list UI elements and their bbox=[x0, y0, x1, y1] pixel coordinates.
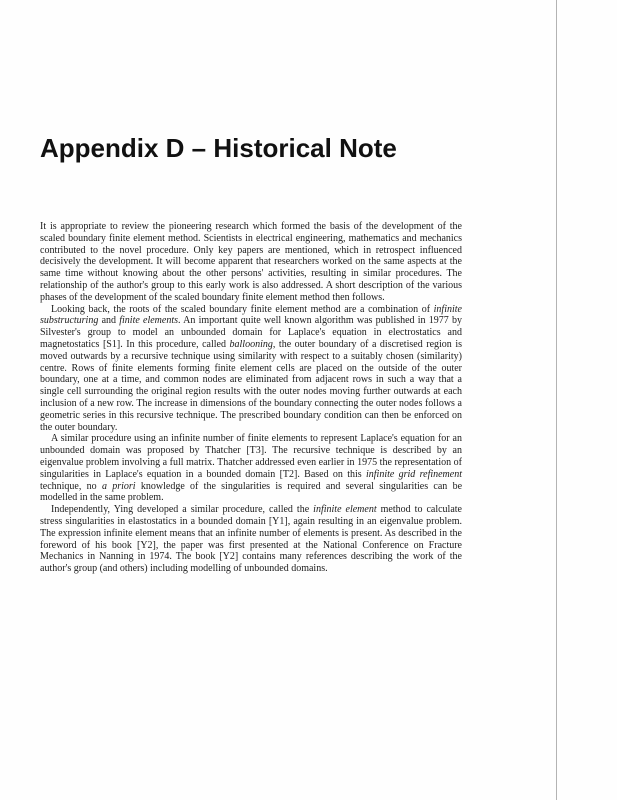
text-run: Independently, Ying developed a similar procedure, called the bbox=[51, 504, 314, 516]
text-run: and bbox=[98, 315, 120, 327]
paragraph bbox=[40, 221, 462, 304]
paragraph bbox=[40, 304, 462, 434]
italic-text-run: finite elements bbox=[119, 315, 178, 327]
text-run: knowledge of the singularities is required and several singularities can be modelled in the same problem. bbox=[40, 480, 463, 504]
paragraph bbox=[40, 504, 462, 575]
text-run: , the outer boundary of a discretised region is moved outwards by a recursive technique using similarity with respect to a suitably chosen (similarity) centre. Rows of finite elements forming finite element cells are placed on the outside of the outer boundary, one at a time, and common nodes are eliminated from adjacent rows in such a way that a single cell surrounding the original region results with the outer nodes moving further outwards at each inclusion of a new row. The increase in dimensions of the boundary connecting the outer nodes follows a geometric series in this recursive technique. The prescribed boundary condition can then be enforced on the outer boundary. bbox=[40, 338, 462, 433]
text-run: Looking back, the roots of the scaled boundary finite element method are a combination of bbox=[51, 303, 434, 315]
page-edge-line bbox=[556, 0, 557, 800]
text-run: It is appropriate to review the pioneering research which formed the basis of the development of the scaled boundary finite element method. Scientists in electrical engineering, mathematics and mechanics contributed to the novel procedure. Only key papers are mentioned, which in retrospect influenced decisively the development. It will become apparent that researchers worked on the same aspects at the same time without knowing about the other persons' activities, resulting in similar procedures. The relationship of the author's group to this early work is also addressed. A short description of the various phases of the development of the scaled boundary finite element method then follows. bbox=[40, 221, 462, 303]
italic-text-run: infinite substructuring bbox=[40, 303, 462, 327]
paragraph bbox=[40, 433, 462, 504]
body-text bbox=[40, 221, 462, 575]
text-run: A similar procedure using an infinite number of finite elements to represent Laplace's equation for an unbounded domain was proposed by Thatcher [T3]. The recursive technique is described by an eigenvalue problem involving a full matrix. Thatcher addressed even earlier in 1975 the representation of singularities in Laplace's equation in a bounded domain [T2]. Based on this bbox=[40, 433, 462, 480]
italic-text-run: ballooning bbox=[229, 338, 273, 350]
text-run: technique, no bbox=[40, 480, 102, 492]
page-title: Appendix D – Historical Note bbox=[40, 133, 397, 163]
italic-text-run: infinite grid refinement bbox=[365, 468, 462, 480]
italic-text-run: infinite element bbox=[313, 504, 377, 516]
italic-text-run: a priori bbox=[101, 480, 136, 492]
text-run: . An important quite well known algorithm was published in 1977 by Silvester's group to model an unbounded domain for Laplace's equation in electrostatics and magnetostatics [S1]. In this procedure, called bbox=[40, 315, 462, 350]
page-content bbox=[40, 0, 462, 575]
text-run: method to calculate stress singularities in elastostatics in a bounded domain [Y1], again resulting in an eigenvalue problem. The expression infinite element means that an infinite number of elements is present. As described in the foreword of his book [Y2], the paper was first presented at the National Conference on Fracture Mechanics in Nanning in 1974. The book [Y2] contains many references describing the work of the author's group (and others) including modelling of unbounded domains. bbox=[40, 504, 462, 575]
